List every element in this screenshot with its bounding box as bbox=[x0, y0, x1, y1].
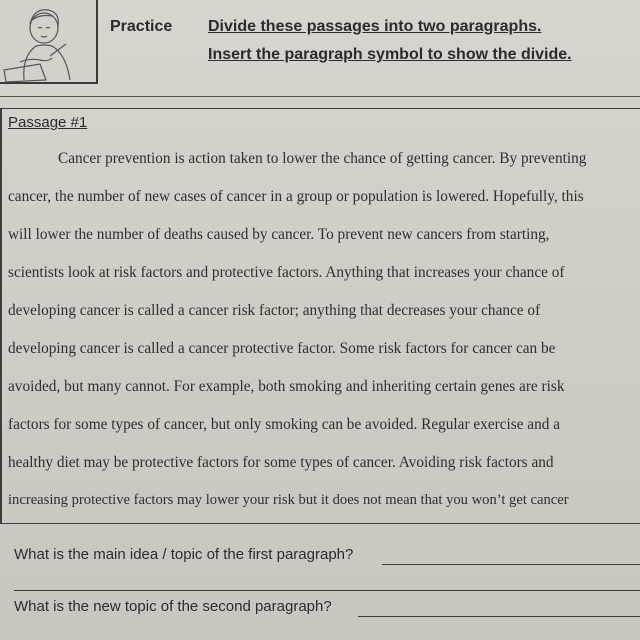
passage-line: factors for some types of cancer, but only smoking can be avoided. Regular exercise and a bbox=[8, 416, 561, 433]
question-1: What is the main idea / topic of the first paragraph? bbox=[14, 546, 354, 563]
instruction-line-2: Insert the paragraph symbol to show the divide. bbox=[208, 46, 572, 63]
passage-line: healthy diet may be protective factors for some types of cancer. Avoiding risk factors and bbox=[8, 454, 554, 471]
passage-line: avoided, but many cannot. For example, both smoking and inheriting certain genes are risk bbox=[8, 378, 565, 395]
passage-line: increasing protective factors may lower your risk but it does not mean that you won’t get cancer bbox=[8, 492, 569, 508]
clipart-box bbox=[0, 0, 98, 84]
practice-label: Practice bbox=[110, 18, 173, 35]
passage-line: will lower the number of deaths caused by cancer. To prevent new cancers from starting, bbox=[8, 226, 550, 243]
instruction-line-1: Divide these passages into two paragraphs. bbox=[208, 18, 542, 35]
student-writing-clipart bbox=[0, 0, 96, 82]
answer-line-1b[interactable] bbox=[14, 590, 640, 591]
passage-line: cancer, the number of new cases of cancer in a group or population is lowered. Hopefully, this bbox=[8, 188, 584, 205]
passage-line: developing cancer is called a cancer protective factor. Some risk factors for cancer can be bbox=[8, 340, 556, 357]
passage-line: scientists look at risk factors and protective factors. Anything that increases your chance of bbox=[8, 264, 565, 281]
header-divider bbox=[0, 96, 640, 97]
answer-line-2a[interactable] bbox=[358, 616, 640, 617]
question-2: What is the new topic of the second paragraph? bbox=[14, 598, 332, 615]
answer-line-1a[interactable] bbox=[382, 564, 640, 565]
passage-line: developing cancer is called a cancer risk factor; anything that decreases your chance of bbox=[8, 302, 541, 319]
passage-title: Passage #1 bbox=[8, 114, 88, 131]
passage-line: Cancer prevention is action taken to lower the chance of getting cancer. By preventing bbox=[58, 150, 587, 167]
